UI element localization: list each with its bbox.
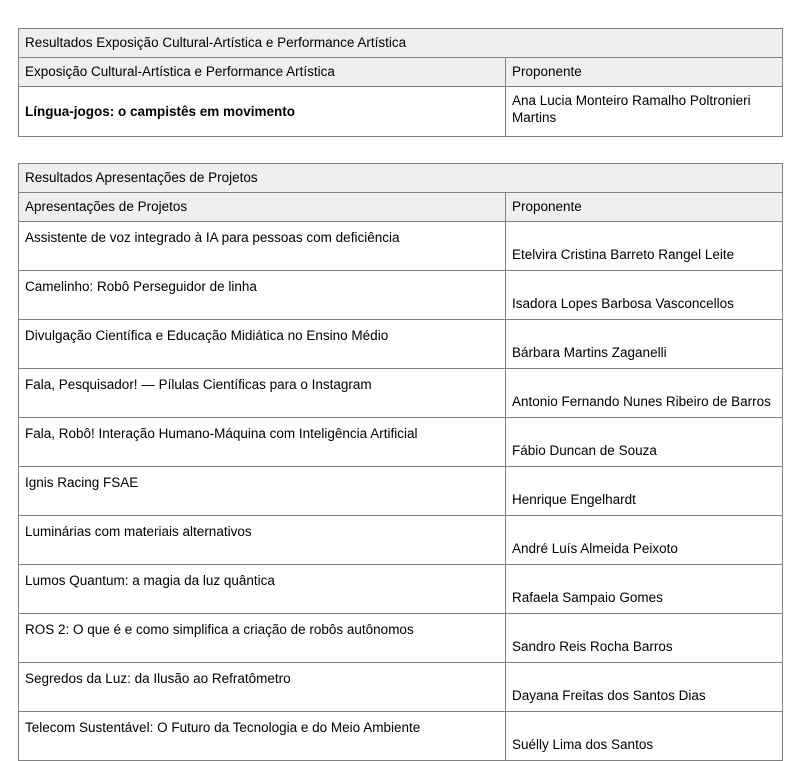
table-exposicao-title-row (19, 29, 783, 58)
table-exposicao (18, 28, 783, 137)
table-row (19, 663, 783, 712)
table-apresentacoes-proponente-9: Dayana Freitas dos Santos Dias (506, 663, 783, 712)
table-apresentacoes-proponente-8: Sandro Reis Rocha Barros (506, 614, 783, 663)
table-apresentacoes-item-4: Fala, Robô! Interação Humano-Máquina com Inteligência Artificial (19, 418, 506, 467)
table-apresentacoes-proponente-4: Fábio Duncan de Souza (506, 418, 783, 467)
table-row (19, 614, 783, 663)
table-apresentacoes-proponente-0: Etelvira Cristina Barreto Rangel Leite (506, 222, 783, 271)
table-row (19, 418, 783, 467)
table-apresentacoes-item-8: ROS 2: O que é e como simplifica a criação de robôs autônomos (19, 614, 506, 663)
table-apresentacoes-container (18, 163, 783, 761)
table-exposicao-body (19, 29, 783, 137)
table-exposicao-column-header-item: Exposição Cultural-Artística e Performance Artística (19, 58, 506, 87)
table-apresentacoes-proponente-1: Isadora Lopes Barbosa Vasconcellos (506, 271, 783, 320)
table-row (19, 467, 783, 516)
table-row (19, 565, 783, 614)
table-apresentacoes-item-1: Camelinho: Robô Perseguidor de linha (19, 271, 506, 320)
table-apresentacoes-item-3: Fala, Pesquisador! — Pílulas Científicas para o Instagram (19, 369, 506, 418)
table-apresentacoes-item-10: Telecom Sustentável: O Futuro da Tecnologia e do Meio Ambiente (19, 712, 506, 761)
table-apresentacoes-title-row (19, 164, 783, 193)
table-row (19, 320, 783, 369)
table-apresentacoes-proponente-3: Antonio Fernando Nunes Ribeiro de Barros (506, 369, 783, 418)
table-apresentacoes-item-6: Luminárias com materiais alternativos (19, 516, 506, 565)
table-row (19, 222, 783, 271)
table-exposicao-title: Resultados Exposição Cultural-Artística e Performance Artística (19, 29, 783, 58)
table-apresentacoes-column-header-proponente: Proponente (506, 193, 783, 222)
table-exposicao-column-header-proponente: Proponente (506, 58, 783, 87)
table-apresentacoes-proponente-6: André Luís Almeida Peixoto (506, 516, 783, 565)
table-exposicao-column-header-row (19, 58, 783, 87)
table-apresentacoes-proponente-10: Suélly Lima dos Santos (506, 712, 783, 761)
table-row (19, 87, 783, 137)
table-apresentacoes-proponente-5: Henrique Engelhardt (506, 467, 783, 516)
table-exposicao-proponente-0: Ana Lucia Monteiro Ramalho Poltronieri Martins (506, 87, 783, 137)
table-apresentacoes-column-header-item: Apresentações de Projetos (19, 193, 506, 222)
table-apresentacoes-item-0: Assistente de voz integrado à IA para pessoas com deficiência (19, 222, 506, 271)
table-apresentacoes-title: Resultados Apresentações de Projetos (19, 164, 783, 193)
table-row (19, 369, 783, 418)
table-apresentacoes (18, 163, 783, 761)
table-apresentacoes-item-7: Lumos Quantum: a magia da luz quântica (19, 565, 506, 614)
table-exposicao-container (18, 28, 783, 137)
table-row (19, 516, 783, 565)
table-apresentacoes-item-9: Segredos da Luz: da Ilusão ao Refratômetro (19, 663, 506, 712)
table-exposicao-item-0: Língua-jogos: o campistês em movimento (19, 87, 506, 137)
table-row (19, 271, 783, 320)
table-apresentacoes-proponente-2: Bárbara Martins Zaganelli (506, 320, 783, 369)
table-apresentacoes-item-5: Ignis Racing FSAE (19, 467, 506, 516)
table-apresentacoes-item-2: Divulgação Científica e Educação Midiática no Ensino Médio (19, 320, 506, 369)
table-apresentacoes-proponente-7: Rafaela Sampaio Gomes (506, 565, 783, 614)
table-apresentacoes-body (19, 164, 783, 761)
table-apresentacoes-column-header-row (19, 193, 783, 222)
table-row (19, 712, 783, 761)
